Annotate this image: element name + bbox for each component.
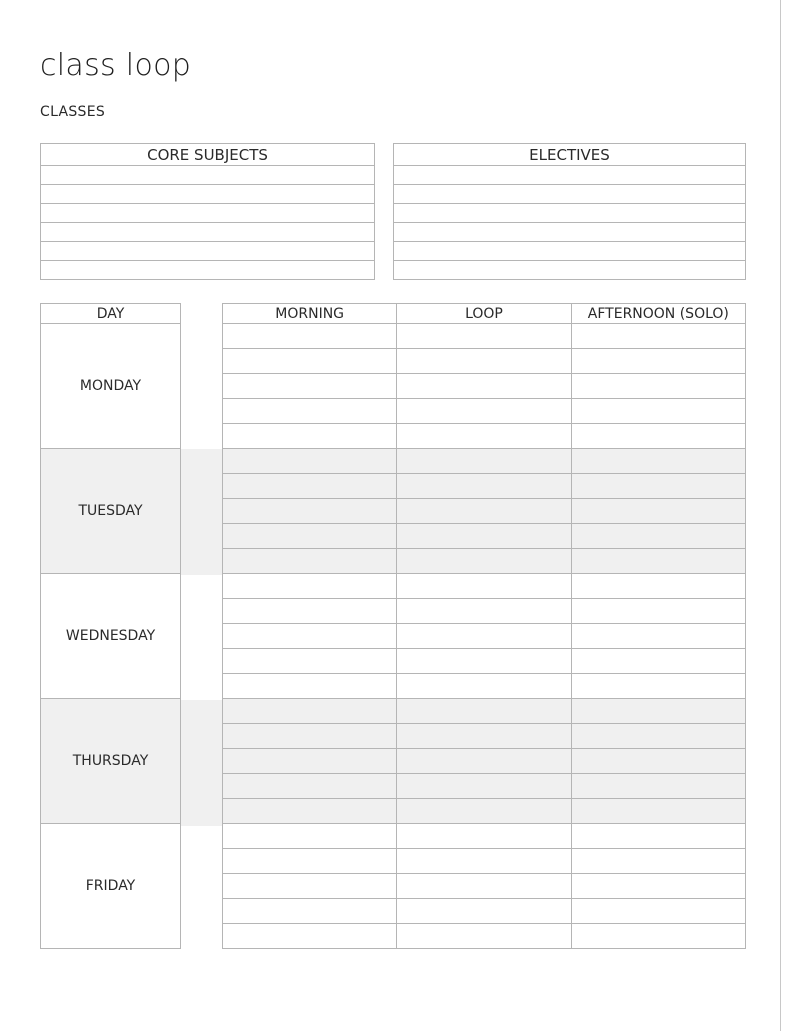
loop-header: LOOP — [397, 304, 571, 324]
table-row — [223, 899, 746, 924]
thursday-morning-slot[interactable] — [223, 799, 397, 824]
elective-entry[interactable] — [394, 166, 746, 185]
wednesday-afternoon-slot[interactable] — [571, 574, 745, 599]
thursday-afternoon-slot[interactable] — [571, 724, 745, 749]
friday-loop-slot[interactable] — [397, 824, 571, 849]
elective-entry[interactable] — [394, 242, 746, 261]
friday-morning-slot[interactable] — [223, 824, 397, 849]
schedule-grid-table — [222, 303, 746, 949]
monday-afternoon-slot[interactable] — [571, 424, 745, 449]
wednesday-loop-slot[interactable] — [397, 574, 571, 599]
afternoon-solo-header: AFTERNOON (SOLO) — [571, 304, 745, 324]
table-row — [41, 261, 375, 280]
tuesday-loop-slot[interactable] — [397, 549, 571, 574]
thursday-afternoon-slot[interactable] — [571, 699, 745, 724]
core-subject-entry[interactable] — [41, 185, 375, 204]
friday-morning-slot[interactable] — [223, 874, 397, 899]
monday-loop-slot[interactable] — [397, 374, 571, 399]
monday-morning-slot[interactable] — [223, 374, 397, 399]
monday-morning-slot[interactable] — [223, 399, 397, 424]
table-row — [223, 324, 746, 349]
table-row — [223, 549, 746, 574]
tuesday-morning-slot[interactable] — [223, 499, 397, 524]
thursday-loop-slot[interactable] — [397, 699, 571, 724]
day-column-table — [40, 303, 181, 949]
table-row — [41, 166, 375, 185]
friday-loop-slot[interactable] — [397, 874, 571, 899]
table-row — [223, 574, 746, 599]
tuesday-afternoon-slot[interactable] — [571, 474, 745, 499]
table-row — [223, 399, 746, 424]
monday-loop-slot[interactable] — [397, 349, 571, 374]
table-row — [223, 824, 746, 849]
tuesday-morning-slot[interactable] — [223, 449, 397, 474]
wednesday-loop-slot[interactable] — [397, 624, 571, 649]
day-label-friday: FRIDAY — [41, 824, 181, 949]
wednesday-loop-slot[interactable] — [397, 599, 571, 624]
core-subjects-table — [40, 143, 375, 280]
tuesday-morning-slot[interactable] — [223, 549, 397, 574]
friday-morning-slot[interactable] — [223, 849, 397, 874]
thursday-loop-slot[interactable] — [397, 774, 571, 799]
thursday-afternoon-slot[interactable] — [571, 799, 745, 824]
monday-morning-slot[interactable] — [223, 349, 397, 374]
elective-entry[interactable] — [394, 223, 746, 242]
table-row — [394, 204, 746, 223]
table-row — [394, 166, 746, 185]
monday-loop-slot[interactable] — [397, 424, 571, 449]
table-row — [41, 824, 181, 949]
table-row — [394, 185, 746, 204]
friday-afternoon-slot[interactable] — [571, 874, 745, 899]
thursday-shade-band — [181, 700, 222, 826]
day-label-monday: MONDAY — [41, 324, 181, 449]
tuesday-morning-slot[interactable] — [223, 524, 397, 549]
thursday-afternoon-slot[interactable] — [571, 774, 745, 799]
classes-section-label: CLASSES — [40, 104, 106, 120]
tuesday-loop-slot[interactable] — [397, 524, 571, 549]
wednesday-loop-slot[interactable] — [397, 649, 571, 674]
table-row — [223, 474, 746, 499]
friday-morning-slot[interactable] — [223, 899, 397, 924]
thursday-morning-slot[interactable] — [223, 774, 397, 799]
table-row — [223, 524, 746, 549]
core-subject-entry[interactable] — [41, 242, 375, 261]
friday-afternoon-slot[interactable] — [571, 824, 745, 849]
tuesday-shade-band — [181, 449, 222, 575]
day-label-wednesday: WEDNESDAY — [41, 574, 181, 699]
core-subject-entry[interactable] — [41, 261, 375, 280]
day-label-tuesday: TUESDAY — [41, 449, 181, 574]
thursday-morning-slot[interactable] — [223, 749, 397, 774]
table-row — [223, 699, 746, 724]
tuesday-loop-slot[interactable] — [397, 499, 571, 524]
wednesday-afternoon-slot[interactable] — [571, 674, 745, 699]
thursday-loop-slot[interactable] — [397, 749, 571, 774]
core-subject-entry[interactable] — [41, 166, 375, 185]
table-row — [223, 424, 746, 449]
friday-loop-slot[interactable] — [397, 924, 571, 949]
table-row — [41, 185, 375, 204]
elective-entry[interactable] — [394, 261, 746, 280]
thursday-morning-slot[interactable] — [223, 699, 397, 724]
thursday-afternoon-slot[interactable] — [571, 749, 745, 774]
day-header: DAY — [41, 304, 181, 324]
friday-afternoon-slot[interactable] — [571, 899, 745, 924]
monday-loop-slot[interactable] — [397, 324, 571, 349]
wednesday-afternoon-slot[interactable] — [571, 649, 745, 674]
core-subjects-header: CORE SUBJECTS — [41, 144, 375, 166]
table-row — [41, 204, 375, 223]
electives-header: ELECTIVES — [394, 144, 746, 166]
table-row — [41, 574, 181, 699]
table-row — [223, 774, 746, 799]
table-row — [223, 449, 746, 474]
table-row — [394, 261, 746, 280]
wednesday-afternoon-slot[interactable] — [571, 624, 745, 649]
monday-afternoon-slot[interactable] — [571, 349, 745, 374]
morning-header: MORNING — [223, 304, 397, 324]
table-row — [223, 349, 746, 374]
table-row — [223, 849, 746, 874]
tuesday-morning-slot[interactable] — [223, 474, 397, 499]
tuesday-afternoon-slot[interactable] — [571, 499, 745, 524]
page-edge — [780, 0, 781, 1031]
tuesday-loop-slot[interactable] — [397, 474, 571, 499]
thursday-loop-slot[interactable] — [397, 724, 571, 749]
friday-loop-slot[interactable] — [397, 899, 571, 924]
core-subject-entry[interactable] — [41, 223, 375, 242]
thursday-morning-slot[interactable] — [223, 724, 397, 749]
friday-afternoon-slot[interactable] — [571, 849, 745, 874]
wednesday-morning-slot[interactable] — [223, 599, 397, 624]
table-row — [41, 699, 181, 824]
table-row — [223, 749, 746, 774]
day-label-thursday: THURSDAY — [41, 699, 181, 824]
page-title: class loop — [40, 48, 192, 83]
table-row — [223, 599, 746, 624]
wednesday-loop-slot[interactable] — [397, 674, 571, 699]
table-row — [394, 242, 746, 261]
tuesday-afternoon-slot[interactable] — [571, 449, 745, 474]
table-row — [223, 624, 746, 649]
wednesday-morning-slot[interactable] — [223, 624, 397, 649]
table-row — [223, 374, 746, 399]
table-row — [223, 874, 746, 899]
tuesday-afternoon-slot[interactable] — [571, 549, 745, 574]
table-row — [223, 674, 746, 699]
table-row — [223, 649, 746, 674]
table-row — [223, 799, 746, 824]
wednesday-morning-slot[interactable] — [223, 574, 397, 599]
thursday-loop-slot[interactable] — [397, 799, 571, 824]
table-row — [394, 223, 746, 242]
monday-loop-slot[interactable] — [397, 399, 571, 424]
wednesday-morning-slot[interactable] — [223, 674, 397, 699]
table-row — [41, 242, 375, 261]
elective-entry[interactable] — [394, 204, 746, 223]
friday-afternoon-slot[interactable] — [571, 924, 745, 949]
core-subject-entry[interactable] — [41, 204, 375, 223]
monday-afternoon-slot[interactable] — [571, 324, 745, 349]
table-row — [41, 324, 181, 449]
friday-loop-slot[interactable] — [397, 849, 571, 874]
table-row — [223, 499, 746, 524]
tuesday-loop-slot[interactable] — [397, 449, 571, 474]
electives-table — [393, 143, 746, 280]
wednesday-afternoon-slot[interactable] — [571, 599, 745, 624]
table-row — [41, 449, 181, 574]
monday-morning-slot[interactable] — [223, 424, 397, 449]
elective-entry[interactable] — [394, 185, 746, 204]
monday-morning-slot[interactable] — [223, 324, 397, 349]
monday-afternoon-slot[interactable] — [571, 399, 745, 424]
monday-afternoon-slot[interactable] — [571, 374, 745, 399]
friday-morning-slot[interactable] — [223, 924, 397, 949]
table-row — [41, 223, 375, 242]
table-row — [223, 924, 746, 949]
tuesday-afternoon-slot[interactable] — [571, 524, 745, 549]
table-row — [223, 724, 746, 749]
wednesday-morning-slot[interactable] — [223, 649, 397, 674]
